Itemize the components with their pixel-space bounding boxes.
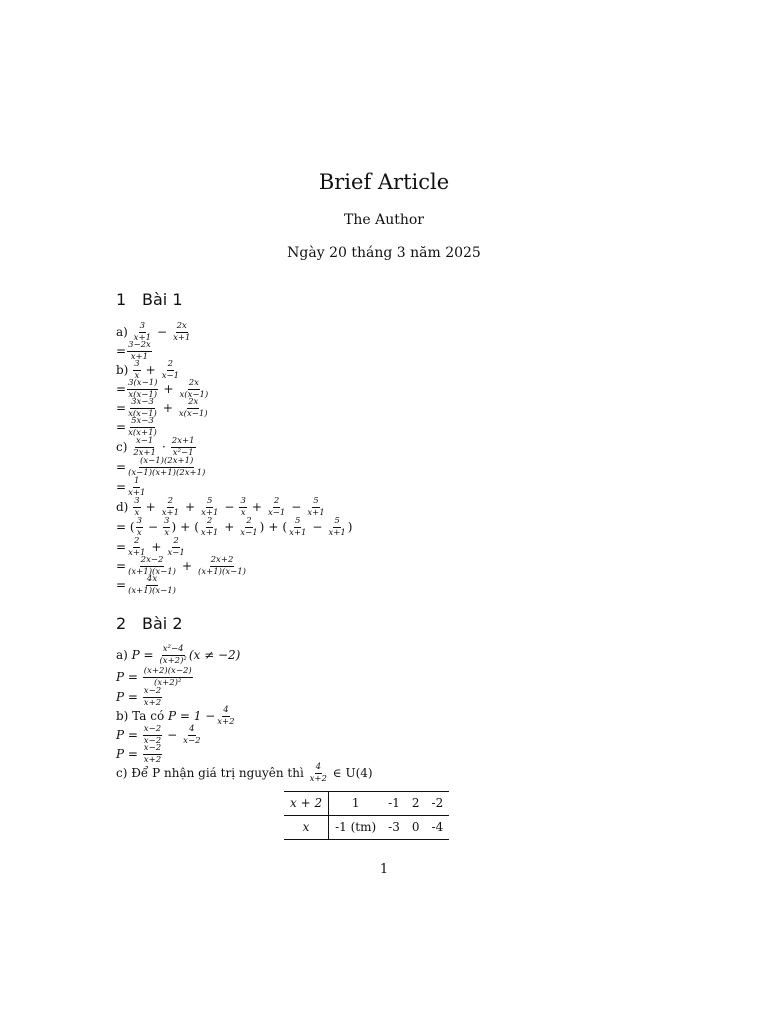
- divisor-table: [284, 791, 449, 840]
- section-title: Bài 2: [142, 614, 183, 633]
- article-title: Brief Article: [318, 170, 450, 194]
- table-cell: -4: [426, 816, 450, 840]
- table-cell: 2: [406, 792, 426, 816]
- table-row-label: x: [284, 816, 329, 840]
- table-cell: 1: [329, 792, 383, 816]
- article-author: The Author: [344, 212, 424, 228]
- table-row: [284, 816, 449, 840]
- math-line-2b-step1: P = $\frac{x-2}{x-2}$ − $\frac{4}{x-2}$: [116, 724, 201, 746]
- math-line-2a-step1: P = $\frac{(x+2)(x-2)}{\text{(x+2)²}}$: [116, 666, 192, 688]
- table-cell: -3: [382, 816, 406, 840]
- math-line-1d-step2: = $\frac{2}{x+1}$ + $\frac{2}{x-1}$: [116, 536, 185, 558]
- math-line-2c: c) Để P nhận giá trị nguyên thì $\frac{4}{x+2}$ ∈ U(4): [116, 762, 373, 784]
- table-cell: 0: [406, 816, 426, 840]
- article-date: Ngày 20 tháng 3 năm 2025: [287, 245, 481, 261]
- table-row: [284, 792, 449, 816]
- math-line-1b-step1: = $\frac{3(x-1)}{x(x-1)}$ + $\frac{2x}{x(x-1)}$: [116, 378, 209, 400]
- math-line-1b-step3: = $\frac{5x-3}{x(x+1)}$: [116, 416, 157, 438]
- table-cell: -1 (tm): [329, 816, 383, 840]
- math-line-2a-step2: P = $\frac{x-2}{x+2}$: [116, 686, 162, 708]
- math-line-2b: b) Ta có P = 1 − $\frac{4}{x+2}$: [116, 705, 235, 727]
- section-heading-2: [116, 614, 183, 633]
- math-line-1d: d) $\frac{3}{x}$ + $\frac{2}{x+1}$ + $\frac{5}{x+1}$ − $\frac{3}{x}$ + $\frac{2}{x-1}$ − $\frac{5}{x+1}$: [116, 496, 325, 518]
- math-line-1d-step3: = $\frac{2x-2}{(x+1)(x-1)}$ + $\frac{2x+2}{(x+1)(x-1)}$: [116, 555, 246, 577]
- math-line-1d-step4: = $\frac{4x}{(x+1)(x-1)}$: [116, 574, 176, 596]
- page-number: 1: [379, 862, 389, 877]
- table-row-label: x + 2: [284, 792, 329, 816]
- math-line-2a: a) P = $\frac{\text{x²−4}}{\text{(x+2)²}}$ (x ≠ −2): [116, 644, 241, 666]
- math-line-2b-step2: P = $\frac{x-2}{x+2}$: [116, 743, 162, 765]
- section-heading-1: [116, 290, 183, 309]
- math-line-1d-step1: = ( $\frac{3}{x}$ − $\frac{3}{x}$ ) + ( $\frac{2}{x+1}$ + $\frac{2}{x-1}$ ) + ( $\frac{5}{x+1}$ − $\frac{5}{x+1}$ ): [116, 516, 353, 538]
- math-line-1c: c) $\frac{x-1}{2x+1}$ · $\frac{2x+1}{\text{x²−1}}$: [116, 436, 195, 458]
- section-number: 2: [116, 614, 127, 633]
- math-line-1b-step2: = $\frac{3x-3}{x(x-1)}$ + $\frac{2x}{x(x-1)}$: [116, 397, 208, 419]
- math-line-1c-step2: = $\frac{1}{x+1}$: [116, 476, 146, 498]
- math-line-1b: b) $\frac{3}{x}$ + $\frac{2}{x-1}$: [116, 359, 180, 381]
- table-cell: -2: [426, 792, 450, 816]
- math-line-1a-step1: = $\frac{3-2x}{x+1}$: [116, 340, 151, 362]
- math-line-1c-step1: = $\frac{(x-1)(2x+1)}{(x-1)(x+1)(2x+1)}$: [116, 456, 206, 478]
- table-cell: -1: [382, 792, 406, 816]
- section-title: Bài 1: [142, 290, 183, 309]
- section-number: 1: [116, 290, 127, 309]
- math-line-1a: a) $\frac{3}{x+1}$ − $\frac{2x}{x+1}$: [116, 321, 191, 343]
